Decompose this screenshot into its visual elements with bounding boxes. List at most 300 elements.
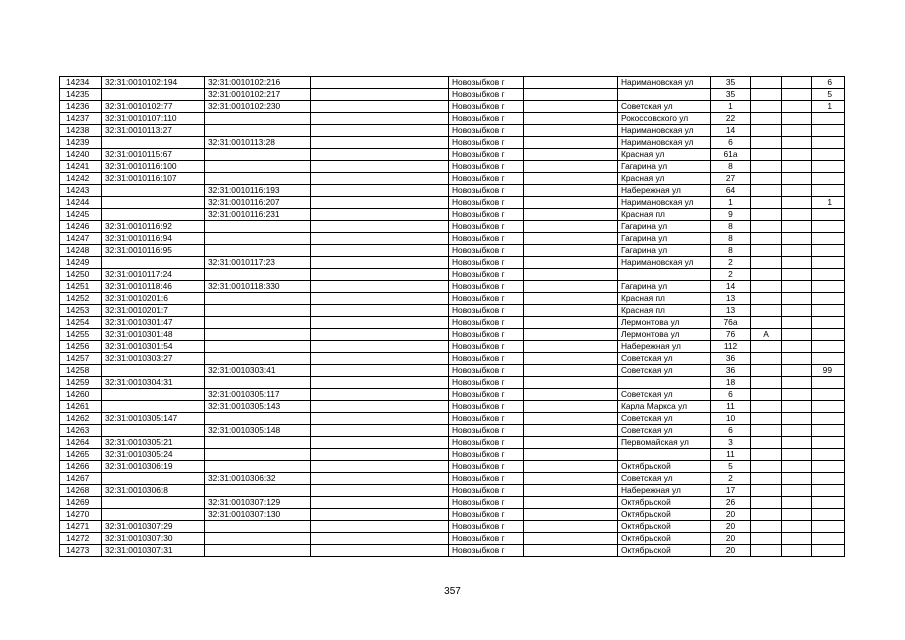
cadastral-number-2-cell: 32:31:0010102:216 bbox=[205, 77, 311, 89]
city-cell: Новозыбков г bbox=[449, 293, 524, 305]
table-row bbox=[60, 221, 845, 233]
street-cell: Гагарина ул bbox=[618, 281, 711, 293]
city-cell: Новозыбков г bbox=[449, 305, 524, 317]
empty-cell-2 bbox=[524, 149, 618, 161]
house-number-cell: 11 bbox=[711, 449, 751, 461]
empty-cell-3 bbox=[782, 413, 812, 425]
table-row bbox=[60, 185, 845, 197]
table-row bbox=[60, 437, 845, 449]
cadastral-number-cell: 32:31:0010307:31 bbox=[102, 545, 205, 557]
cadastral-number-cell: 32:31:0010301:47 bbox=[102, 317, 205, 329]
row-number-cell: 14242 bbox=[60, 173, 102, 185]
row-number-cell: 14252 bbox=[60, 293, 102, 305]
table-row bbox=[60, 197, 845, 209]
building-letter-cell bbox=[751, 317, 782, 329]
empty-cell-3 bbox=[782, 521, 812, 533]
cadastral-number-2-cell bbox=[205, 413, 311, 425]
table-row bbox=[60, 497, 845, 509]
cadastral-number-cell: 32:31:0010116:95 bbox=[102, 245, 205, 257]
table-row bbox=[60, 137, 845, 149]
city-cell: Новозыбков г bbox=[449, 521, 524, 533]
street-cell: Лермонтова ул bbox=[618, 329, 711, 341]
cadastral-number-cell: 32:31:0010201:6 bbox=[102, 293, 205, 305]
house-number-cell: 18 bbox=[711, 377, 751, 389]
table-row bbox=[60, 509, 845, 521]
city-cell: Новозыбков г bbox=[449, 509, 524, 521]
row-number-cell: 14268 bbox=[60, 485, 102, 497]
apartment-cell bbox=[812, 341, 845, 353]
table-row bbox=[60, 305, 845, 317]
cadastral-number-cell: 32:31:0010116:100 bbox=[102, 161, 205, 173]
cadastral-number-2-cell bbox=[205, 173, 311, 185]
building-letter-cell bbox=[751, 461, 782, 473]
city-cell: Новозыбков г bbox=[449, 449, 524, 461]
empty-cell bbox=[311, 389, 449, 401]
row-number-cell: 14264 bbox=[60, 437, 102, 449]
cadastral-number-cell: 32:31:0010305:24 bbox=[102, 449, 205, 461]
street-cell: Октябрьской bbox=[618, 545, 711, 557]
building-letter-cell bbox=[751, 185, 782, 197]
table-row bbox=[60, 485, 845, 497]
empty-cell bbox=[311, 317, 449, 329]
cadastral-number-cell: 32:31:0010113:27 bbox=[102, 125, 205, 137]
house-number-cell: 35 bbox=[711, 77, 751, 89]
empty-cell-3 bbox=[782, 533, 812, 545]
empty-cell-2 bbox=[524, 389, 618, 401]
empty-cell-3 bbox=[782, 149, 812, 161]
empty-cell bbox=[311, 137, 449, 149]
cadastral-number-2-cell: 32:31:0010116:231 bbox=[205, 209, 311, 221]
apartment-cell bbox=[812, 257, 845, 269]
empty-cell-3 bbox=[782, 545, 812, 557]
empty-cell-2 bbox=[524, 329, 618, 341]
house-number-cell: 61а bbox=[711, 149, 751, 161]
city-cell: Новозыбков г bbox=[449, 221, 524, 233]
empty-cell-2 bbox=[524, 101, 618, 113]
apartment-cell bbox=[812, 269, 845, 281]
row-number-cell: 14259 bbox=[60, 377, 102, 389]
empty-cell-3 bbox=[782, 497, 812, 509]
house-number-cell: 8 bbox=[711, 221, 751, 233]
empty-cell-2 bbox=[524, 449, 618, 461]
table-row bbox=[60, 125, 845, 137]
row-number-cell: 14270 bbox=[60, 509, 102, 521]
table-row bbox=[60, 113, 845, 125]
row-number-cell: 14269 bbox=[60, 497, 102, 509]
empty-cell bbox=[311, 401, 449, 413]
empty-cell-3 bbox=[782, 137, 812, 149]
cadastral-number-cell: 32:31:0010301:54 bbox=[102, 341, 205, 353]
empty-cell bbox=[311, 545, 449, 557]
cadastral-number-2-cell bbox=[205, 305, 311, 317]
cadastral-number-cell bbox=[102, 497, 205, 509]
street-cell: Рокоссовского ул bbox=[618, 113, 711, 125]
house-number-cell: 76 bbox=[711, 329, 751, 341]
street-cell bbox=[618, 449, 711, 461]
empty-cell-3 bbox=[782, 305, 812, 317]
empty-cell bbox=[311, 185, 449, 197]
cadastral-number-cell bbox=[102, 89, 205, 101]
row-number-cell: 14250 bbox=[60, 269, 102, 281]
house-number-cell: 36 bbox=[711, 353, 751, 365]
cadastral-number-cell bbox=[102, 509, 205, 521]
house-number-cell: 8 bbox=[711, 233, 751, 245]
building-letter-cell bbox=[751, 101, 782, 113]
table-row bbox=[60, 461, 845, 473]
empty-cell-3 bbox=[782, 437, 812, 449]
empty-cell-2 bbox=[524, 425, 618, 437]
empty-cell-2 bbox=[524, 269, 618, 281]
row-number-cell: 14256 bbox=[60, 341, 102, 353]
table-row bbox=[60, 329, 845, 341]
building-letter-cell bbox=[751, 545, 782, 557]
empty-cell-3 bbox=[782, 461, 812, 473]
empty-cell bbox=[311, 497, 449, 509]
empty-cell-3 bbox=[782, 485, 812, 497]
house-number-cell: 36 bbox=[711, 365, 751, 377]
empty-cell-2 bbox=[524, 89, 618, 101]
empty-cell bbox=[311, 149, 449, 161]
table-row bbox=[60, 101, 845, 113]
street-cell: Советская ул bbox=[618, 473, 711, 485]
house-number-cell: 13 bbox=[711, 293, 751, 305]
street-cell: Красная ул bbox=[618, 173, 711, 185]
house-number-cell: 35 bbox=[711, 89, 751, 101]
apartment-cell bbox=[812, 245, 845, 257]
registry-table bbox=[59, 76, 845, 557]
row-number-cell: 14262 bbox=[60, 413, 102, 425]
table-row bbox=[60, 377, 845, 389]
empty-cell-3 bbox=[782, 257, 812, 269]
house-number-cell: 76а bbox=[711, 317, 751, 329]
empty-cell bbox=[311, 89, 449, 101]
empty-cell bbox=[311, 101, 449, 113]
street-cell: Гагарина ул bbox=[618, 161, 711, 173]
cadastral-number-cell: 32:31:0010306:8 bbox=[102, 485, 205, 497]
building-letter-cell bbox=[751, 137, 782, 149]
row-number-cell: 14247 bbox=[60, 233, 102, 245]
city-cell: Новозыбков г bbox=[449, 173, 524, 185]
empty-cell-3 bbox=[782, 329, 812, 341]
empty-cell-3 bbox=[782, 89, 812, 101]
empty-cell-3 bbox=[782, 209, 812, 221]
street-cell: Набережная ул bbox=[618, 185, 711, 197]
apartment-cell bbox=[812, 113, 845, 125]
house-number-cell: 9 bbox=[711, 209, 751, 221]
house-number-cell: 17 bbox=[711, 485, 751, 497]
house-number-cell: 3 bbox=[711, 437, 751, 449]
cadastral-number-2-cell: 32:31:0010306:32 bbox=[205, 473, 311, 485]
row-number-cell: 14267 bbox=[60, 473, 102, 485]
apartment-cell bbox=[812, 425, 845, 437]
street-cell: Советская ул bbox=[618, 389, 711, 401]
building-letter-cell bbox=[751, 377, 782, 389]
empty-cell bbox=[311, 257, 449, 269]
building-letter-cell bbox=[751, 77, 782, 89]
house-number-cell: 11 bbox=[711, 401, 751, 413]
empty-cell-2 bbox=[524, 257, 618, 269]
city-cell: Новозыбков г bbox=[449, 389, 524, 401]
empty-cell-2 bbox=[524, 293, 618, 305]
cadastral-number-cell: 32:31:0010301:48 bbox=[102, 329, 205, 341]
row-number-cell: 14238 bbox=[60, 125, 102, 137]
empty-cell-3 bbox=[782, 77, 812, 89]
apartment-cell bbox=[812, 149, 845, 161]
empty-cell bbox=[311, 209, 449, 221]
apartment-cell bbox=[812, 401, 845, 413]
empty-cell-2 bbox=[524, 221, 618, 233]
cadastral-number-2-cell: 32:31:0010116:207 bbox=[205, 197, 311, 209]
cadastral-number-cell bbox=[102, 197, 205, 209]
empty-cell bbox=[311, 173, 449, 185]
empty-cell-3 bbox=[782, 401, 812, 413]
empty-cell-3 bbox=[782, 473, 812, 485]
street-cell: Наримановская ул bbox=[618, 197, 711, 209]
house-number-cell: 6 bbox=[711, 425, 751, 437]
table-row bbox=[60, 269, 845, 281]
house-number-cell: 2 bbox=[711, 473, 751, 485]
building-letter-cell: А bbox=[751, 329, 782, 341]
table-row bbox=[60, 401, 845, 413]
cadastral-number-cell: 32:31:0010102:77 bbox=[102, 101, 205, 113]
street-cell: Советская ул bbox=[618, 365, 711, 377]
empty-cell bbox=[311, 425, 449, 437]
street-cell: Наримановская ул bbox=[618, 137, 711, 149]
row-number-cell: 14258 bbox=[60, 365, 102, 377]
cadastral-number-2-cell bbox=[205, 161, 311, 173]
cadastral-number-cell: 32:31:0010307:29 bbox=[102, 521, 205, 533]
street-cell: Октябрьской bbox=[618, 497, 711, 509]
building-letter-cell bbox=[751, 437, 782, 449]
city-cell: Новозыбков г bbox=[449, 89, 524, 101]
cadastral-number-cell bbox=[102, 473, 205, 485]
table-row bbox=[60, 161, 845, 173]
cadastral-number-cell bbox=[102, 425, 205, 437]
empty-cell-2 bbox=[524, 197, 618, 209]
cadastral-number-2-cell bbox=[205, 377, 311, 389]
cadastral-number-2-cell bbox=[205, 521, 311, 533]
row-number-cell: 14248 bbox=[60, 245, 102, 257]
row-number-cell: 14261 bbox=[60, 401, 102, 413]
cadastral-number-2-cell: 32:31:0010305:148 bbox=[205, 425, 311, 437]
row-number-cell: 14263 bbox=[60, 425, 102, 437]
empty-cell-2 bbox=[524, 413, 618, 425]
building-letter-cell bbox=[751, 509, 782, 521]
street-cell: Лермонтова ул bbox=[618, 317, 711, 329]
empty-cell-3 bbox=[782, 293, 812, 305]
apartment-cell bbox=[812, 533, 845, 545]
table-row bbox=[60, 317, 845, 329]
city-cell: Новозыбков г bbox=[449, 341, 524, 353]
house-number-cell: 14 bbox=[711, 281, 751, 293]
empty-cell bbox=[311, 329, 449, 341]
city-cell: Новозыбков г bbox=[449, 197, 524, 209]
row-number-cell: 14272 bbox=[60, 533, 102, 545]
cadastral-number-cell: 32:31:0010201:7 bbox=[102, 305, 205, 317]
empty-cell bbox=[311, 353, 449, 365]
house-number-cell: 20 bbox=[711, 509, 751, 521]
street-cell: Набережная ул bbox=[618, 341, 711, 353]
cadastral-number-cell: 32:31:0010116:107 bbox=[102, 173, 205, 185]
empty-cell-3 bbox=[782, 365, 812, 377]
street-cell: Наримановская ул bbox=[618, 257, 711, 269]
row-number-cell: 14253 bbox=[60, 305, 102, 317]
building-letter-cell bbox=[751, 125, 782, 137]
apartment-cell bbox=[812, 545, 845, 557]
apartment-cell bbox=[812, 437, 845, 449]
apartment-cell bbox=[812, 209, 845, 221]
cadastral-number-2-cell: 32:31:0010102:230 bbox=[205, 101, 311, 113]
empty-cell bbox=[311, 233, 449, 245]
empty-cell bbox=[311, 449, 449, 461]
house-number-cell: 64 bbox=[711, 185, 751, 197]
street-cell: Первомайская ул bbox=[618, 437, 711, 449]
empty-cell-3 bbox=[782, 377, 812, 389]
apartment-cell bbox=[812, 293, 845, 305]
empty-cell-3 bbox=[782, 245, 812, 257]
cadastral-number-2-cell bbox=[205, 533, 311, 545]
cadastral-number-cell: 32:31:0010306:19 bbox=[102, 461, 205, 473]
street-cell: Октябрьской bbox=[618, 521, 711, 533]
apartment-cell bbox=[812, 137, 845, 149]
building-letter-cell bbox=[751, 305, 782, 317]
empty-cell-3 bbox=[782, 197, 812, 209]
building-letter-cell bbox=[751, 365, 782, 377]
building-letter-cell bbox=[751, 149, 782, 161]
cadastral-number-2-cell bbox=[205, 149, 311, 161]
row-number-cell: 14255 bbox=[60, 329, 102, 341]
apartment-cell bbox=[812, 461, 845, 473]
street-cell: Красная пл bbox=[618, 305, 711, 317]
apartment-cell bbox=[812, 377, 845, 389]
city-cell: Новозыбков г bbox=[449, 497, 524, 509]
empty-cell-3 bbox=[782, 233, 812, 245]
house-number-cell: 6 bbox=[711, 137, 751, 149]
empty-cell-2 bbox=[524, 113, 618, 125]
house-number-cell: 14 bbox=[711, 125, 751, 137]
empty-cell-2 bbox=[524, 173, 618, 185]
cadastral-number-2-cell bbox=[205, 293, 311, 305]
apartment-cell bbox=[812, 413, 845, 425]
empty-cell-2 bbox=[524, 437, 618, 449]
city-cell: Новозыбков г bbox=[449, 377, 524, 389]
street-cell: Красная ул bbox=[618, 149, 711, 161]
building-letter-cell bbox=[751, 425, 782, 437]
street-cell bbox=[618, 269, 711, 281]
empty-cell-2 bbox=[524, 497, 618, 509]
cadastral-number-cell bbox=[102, 365, 205, 377]
house-number-cell: 5 bbox=[711, 461, 751, 473]
house-number-cell: 8 bbox=[711, 245, 751, 257]
row-number-cell: 14245 bbox=[60, 209, 102, 221]
apartment-cell bbox=[812, 473, 845, 485]
city-cell: Новозыбков г bbox=[449, 365, 524, 377]
table-row bbox=[60, 473, 845, 485]
house-number-cell: 1 bbox=[711, 197, 751, 209]
empty-cell-3 bbox=[782, 281, 812, 293]
empty-cell-2 bbox=[524, 533, 618, 545]
cadastral-number-cell: 32:31:0010305:21 bbox=[102, 437, 205, 449]
empty-cell bbox=[311, 125, 449, 137]
city-cell: Новозыбков г bbox=[449, 209, 524, 221]
cadastral-number-2-cell: 32:31:0010305:117 bbox=[205, 389, 311, 401]
empty-cell-2 bbox=[524, 353, 618, 365]
empty-cell-2 bbox=[524, 245, 618, 257]
building-letter-cell bbox=[751, 353, 782, 365]
cadastral-number-cell: 32:31:0010117:24 bbox=[102, 269, 205, 281]
apartment-cell bbox=[812, 305, 845, 317]
table-row bbox=[60, 521, 845, 533]
empty-cell-2 bbox=[524, 461, 618, 473]
empty-cell bbox=[311, 281, 449, 293]
street-cell: Советская ул bbox=[618, 101, 711, 113]
building-letter-cell bbox=[751, 341, 782, 353]
cadastral-number-2-cell bbox=[205, 245, 311, 257]
cadastral-number-2-cell: 32:31:0010102:217 bbox=[205, 89, 311, 101]
city-cell: Новозыбков г bbox=[449, 353, 524, 365]
empty-cell-3 bbox=[782, 341, 812, 353]
apartment-cell bbox=[812, 125, 845, 137]
street-cell: Октябрьской bbox=[618, 533, 711, 545]
cadastral-number-2-cell: 32:31:0010305:143 bbox=[205, 401, 311, 413]
street-cell: Гагарина ул bbox=[618, 233, 711, 245]
city-cell: Новозыбков г bbox=[449, 77, 524, 89]
row-number-cell: 14240 bbox=[60, 149, 102, 161]
table-row bbox=[60, 413, 845, 425]
cadastral-number-2-cell bbox=[205, 545, 311, 557]
house-number-cell: 6 bbox=[711, 389, 751, 401]
building-letter-cell bbox=[751, 293, 782, 305]
table-row bbox=[60, 77, 845, 89]
table-row bbox=[60, 545, 845, 557]
building-letter-cell bbox=[751, 497, 782, 509]
building-letter-cell bbox=[751, 173, 782, 185]
empty-cell-2 bbox=[524, 161, 618, 173]
row-number-cell: 14249 bbox=[60, 257, 102, 269]
city-cell: Новозыбков г bbox=[449, 533, 524, 545]
street-cell: Советская ул bbox=[618, 425, 711, 437]
apartment-cell bbox=[812, 521, 845, 533]
empty-cell-3 bbox=[782, 113, 812, 125]
city-cell: Новозыбков г bbox=[449, 401, 524, 413]
cadastral-number-2-cell bbox=[205, 269, 311, 281]
apartment-cell: 1 bbox=[812, 197, 845, 209]
street-cell: Наримановская ул bbox=[618, 125, 711, 137]
cadastral-number-cell: 32:31:0010303:27 bbox=[102, 353, 205, 365]
street-cell: Красная пл bbox=[618, 209, 711, 221]
cadastral-number-2-cell bbox=[205, 221, 311, 233]
street-cell: Советская ул bbox=[618, 413, 711, 425]
building-letter-cell bbox=[751, 449, 782, 461]
building-letter-cell bbox=[751, 221, 782, 233]
cadastral-number-2-cell: 32:31:0010307:129 bbox=[205, 497, 311, 509]
empty-cell-3 bbox=[782, 101, 812, 113]
building-letter-cell bbox=[751, 401, 782, 413]
table-row bbox=[60, 89, 845, 101]
cadastral-number-cell: 32:31:0010115:67 bbox=[102, 149, 205, 161]
house-number-cell: 20 bbox=[711, 521, 751, 533]
city-cell: Новозыбков г bbox=[449, 485, 524, 497]
cadastral-number-2-cell bbox=[205, 317, 311, 329]
empty-cell bbox=[311, 161, 449, 173]
empty-cell bbox=[311, 413, 449, 425]
empty-cell-2 bbox=[524, 125, 618, 137]
row-number-cell: 14265 bbox=[60, 449, 102, 461]
building-letter-cell bbox=[751, 113, 782, 125]
city-cell: Новозыбков г bbox=[449, 149, 524, 161]
table-row bbox=[60, 533, 845, 545]
row-number-cell: 14260 bbox=[60, 389, 102, 401]
